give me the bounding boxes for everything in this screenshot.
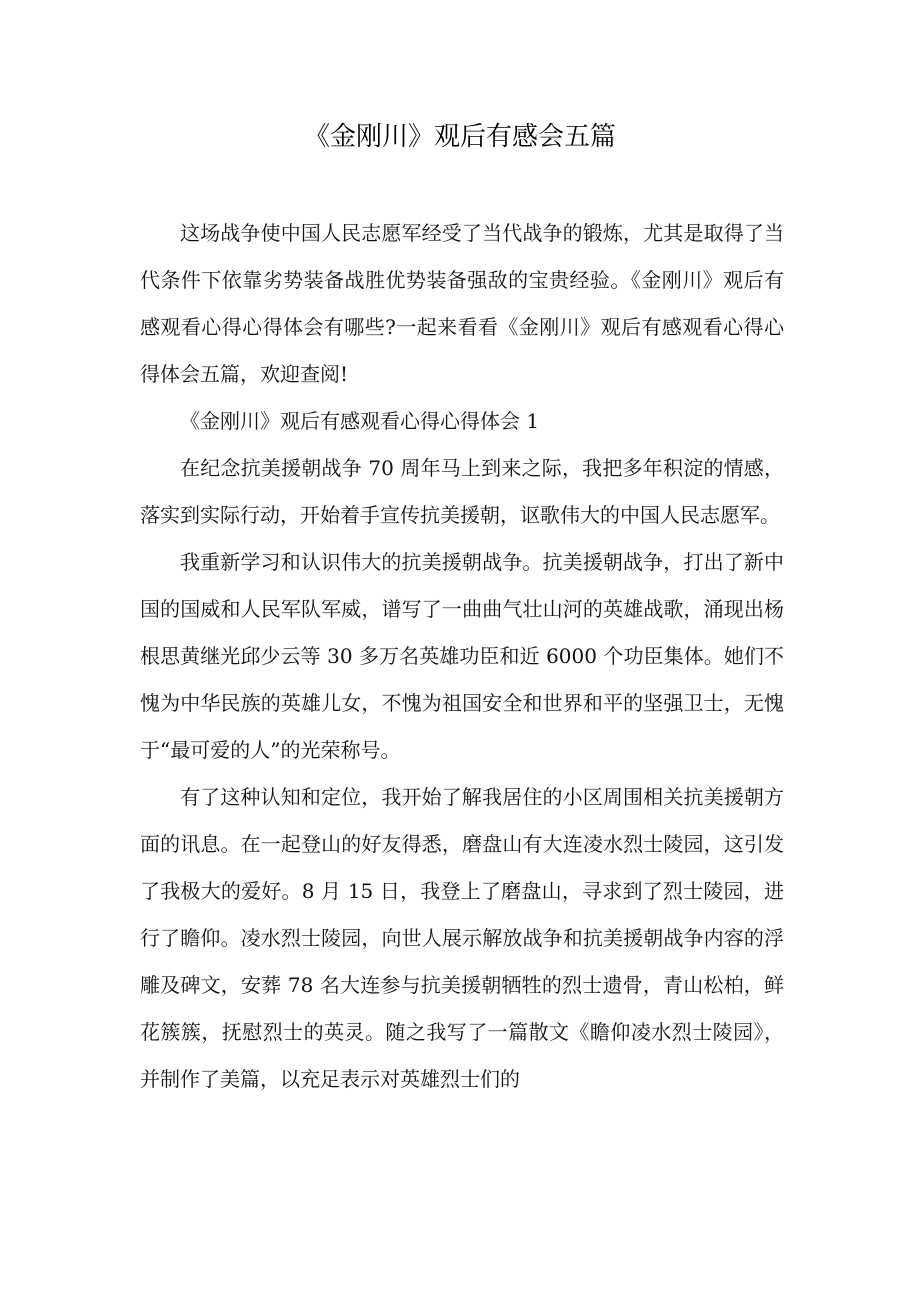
- intro-paragraph: 这场战争使中国人民志愿军经受了当代战争的锻炼，尤其是取得了当代条件下依靠劣势装备战胜优势装备强敌的宝贵经验。《金刚川》观后有感观看心得心得体会有哪些?一起来看看《金刚川》观后有感观看心得心得体会五篇，欢迎查阅!: [140, 221, 784, 386]
- body-paragraph: 有了这种认知和定位，我开始了解我居住的小区周围相关抗美援朝方面的讯息。在一起登山的好友得悉，磨盘山有大连凌水烈士陵园，这引发了我极大的爱好。8 月 15 日，我登上了磨盘山，寻求到了烈士陵园，进行了瞻仰。凌水烈士陵园，向世人展示解放战争和抗美援朝战争内容的浮雕及碑文，安葬 78 名大连参与抗美援朝牺牲的烈士遗骨，青山松柏，鲜花簇簇，抚慰烈士的英灵。随之我写了一篇散文《瞻仰凌水烈士陵园》，并制作了美篇，以充足表示对英雄烈士们的: [140, 785, 784, 1091]
- section-heading: 《金刚川》观后有感观看心得心得体会 1: [180, 409, 540, 433]
- document-body: [140, 210, 784, 1103]
- body-paragraph: 我重新学习和认识伟大的抗美援朝战争。抗美援朝战争，打出了新中国的国威和人民军队军威，谱写了一曲曲气壮山河的英雄战歌，涌现出杨根思黄继光邱少云等 30 多万名英雄功臣和近 6000 个功臣集体。她们不愧为中华民族的英雄儿女，不愧为祖国安全和世界和平的坚强卫士，无愧于“最可爱的人”的光荣称号。: [140, 550, 784, 762]
- body-paragraph: 在纪念抗美援朝战争 70 周年马上到来之际，我把多年积淀的情感，落实到实际行动，开始着手宣传抗美援朝，讴歌伟大的中国人民志愿军。: [140, 456, 784, 527]
- document-title: 《金刚川》观后有感会五篇: [303, 122, 616, 152]
